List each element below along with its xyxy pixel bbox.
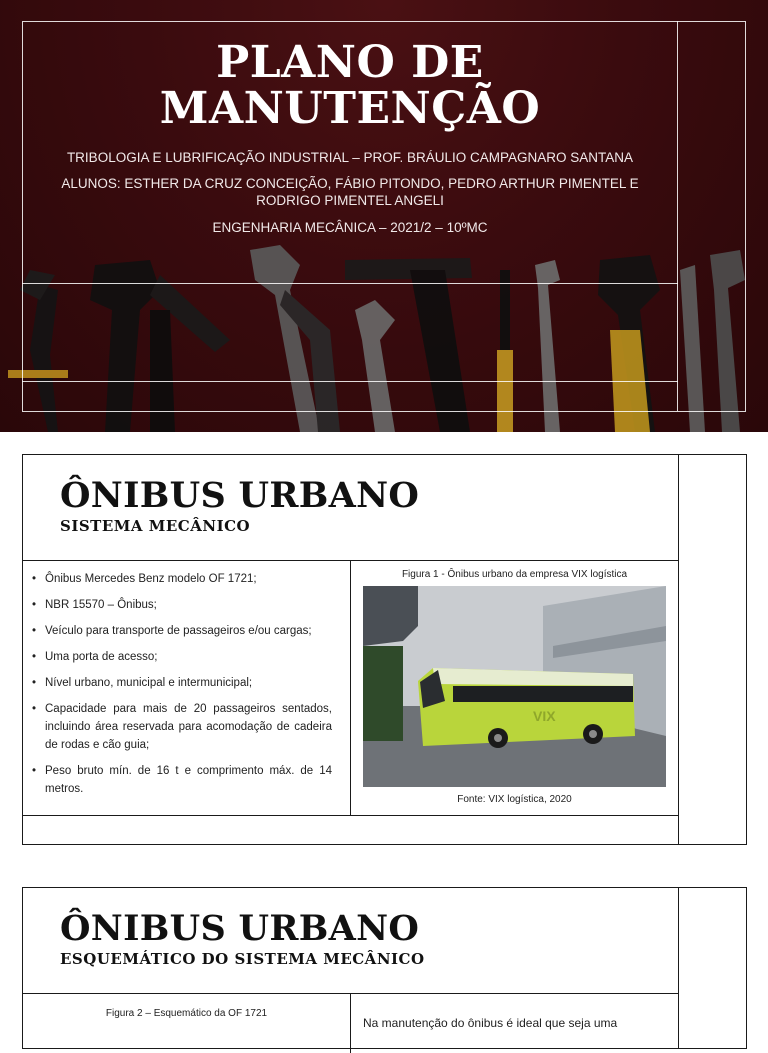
- list-item: • Capacidade para mais de 20 passageiros sentados, incluindo área reservada para acomodação de cadeira de rodas e cão guia;: [29, 700, 332, 754]
- list-item: • NBR 15570 – Ônibus;: [29, 596, 332, 614]
- students-line2: RODRIGO PIMENTEL ANGELI: [256, 193, 444, 208]
- list-item: • Ônibus Mercedes Benz modelo OF 1721;: [29, 570, 332, 588]
- cover-title: [22, 37, 678, 134]
- students-line1: ALUNOS: ESTHER DA CRUZ CONCEIÇÃO, FÁBIO PITONDO, PEDRO ARTHUR PIMENTEL E: [61, 176, 639, 191]
- course-line: TRIBOLOGIA E LUBRIFICAÇÃO INDUSTRIAL – PROF. BRÁULIO CAMPAGNARO SANTANA: [66, 150, 634, 165]
- figure1-source: Fonte: VIX logística, 2020: [457, 794, 572, 805]
- cover-title-line1: PLANO DE: [216, 37, 484, 88]
- list-item: • Nível urbano, municipal e intermunicipal;: [29, 674, 332, 692]
- slide-bus-mechanical: [22, 454, 747, 845]
- bus-photo: [363, 586, 666, 787]
- cover-slide: [0, 0, 768, 432]
- figure1-caption: Figura 1 - Ônibus urbano da empresa VIX logística: [401, 569, 628, 580]
- slide2-divider-right: [678, 455, 679, 844]
- figure2-caption: Figura 2 – Esquemático da OF 1721: [105, 1008, 268, 1019]
- list-item: • Peso bruto mín. de 16 t e comprimento máx. de 14 metros.: [29, 762, 332, 798]
- cover-title-line2: MANUTENÇÃO: [159, 83, 541, 134]
- cover-divider-h1: [22, 283, 678, 284]
- slide3-subtitle: ESQUEMÁTICO DO SISTEMA MECÂNICO: [60, 950, 425, 968]
- slide2-title: ÔNIBUS URBANO: [60, 475, 420, 516]
- slide3-divider-right: [678, 888, 679, 1048]
- slide-bus-schematic: [22, 887, 747, 1049]
- list-item: • Veículo para transporte de passageiros e/ou cargas;: [29, 622, 332, 640]
- bus-logo-text: VIX: [533, 708, 556, 724]
- slide3-title: ÔNIBUS URBANO: [60, 908, 420, 949]
- list-item: • Uma porta de acesso;: [29, 648, 332, 666]
- slide2-divider-middle: [350, 560, 351, 815]
- spec-list: [29, 570, 332, 806]
- slide3-divider-middle: [350, 993, 351, 1053]
- slide2-divider-footer: [23, 815, 678, 816]
- cover-divider-h2: [22, 381, 678, 382]
- slide2-subtitle: SISTEMA MECÂNICO: [60, 517, 251, 535]
- schematic-paragraph: Na manutenção do ônibus é ideal que seja uma: [363, 1016, 618, 1030]
- program-line: ENGENHARIA MECÂNICA – 2021/2 – 10ºMC: [212, 220, 488, 235]
